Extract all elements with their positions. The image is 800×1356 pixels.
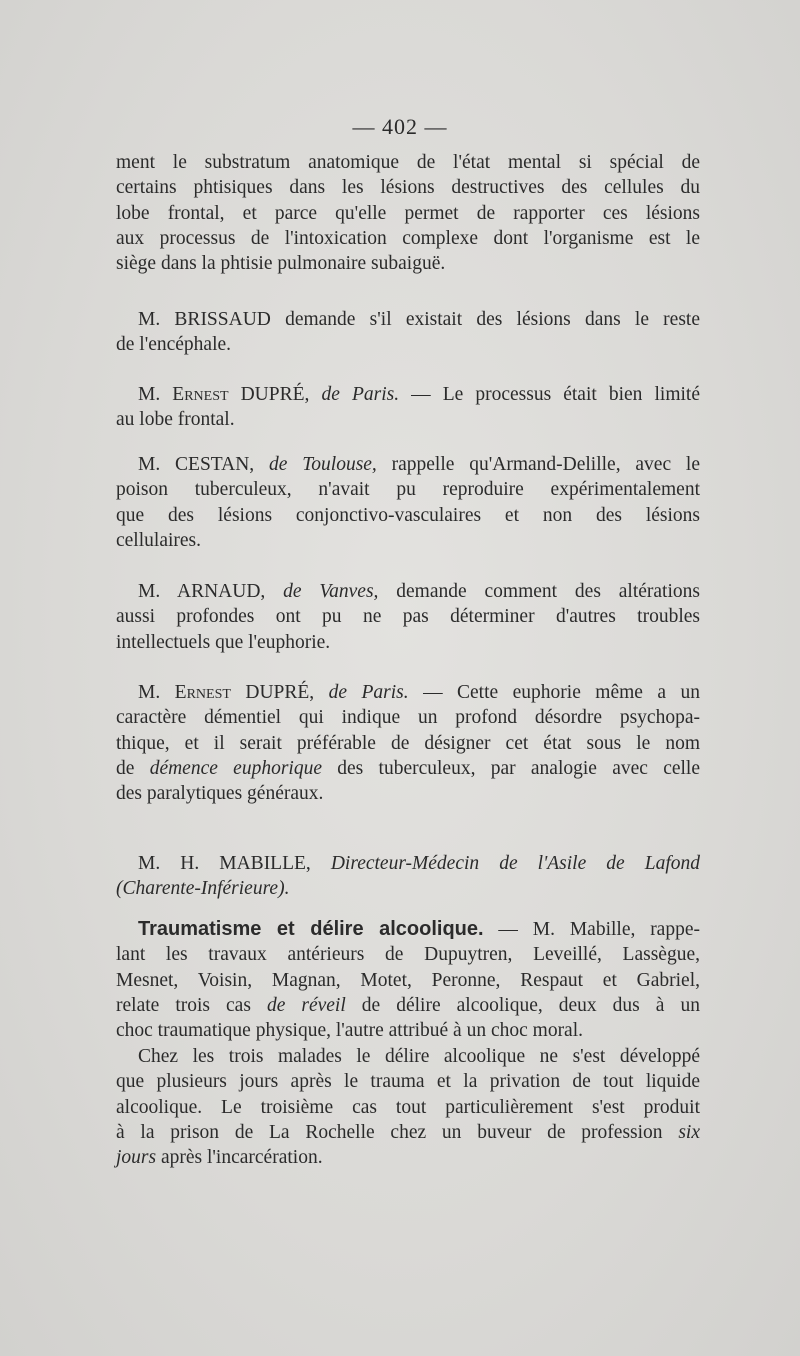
- text-line: aux processus de l'intoxication complexe dont l'organisme est le: [116, 227, 700, 249]
- speaker-name: M. CESTAN,: [138, 454, 269, 475]
- speaker-firstname: Ernest: [174, 682, 231, 703]
- emphasis: jours: [116, 1147, 157, 1169]
- text-line: des paralytiques généraux.: [116, 783, 324, 805]
- speaker-name: M. ARNAUD,: [138, 581, 284, 602]
- text-fragment: — M. Mabille, rappe-: [483, 919, 700, 940]
- text-fragment: — Le processus était bien limité: [399, 384, 700, 405]
- speaker-name: M. H. MABILLE,: [138, 853, 331, 874]
- text-line: cellulaires.: [116, 529, 201, 551]
- speaker-title: Directeur-Médecin de l'Asile de Lafond: [330, 853, 700, 874]
- text-line: [116, 1145, 700, 1170]
- text-line: certains phtisiques dans les lésions destructives des cellules du: [116, 177, 700, 199]
- text-line: siège dans la phtisie pulmonaire subaiguë.: [116, 253, 446, 275]
- text-line: [116, 382, 700, 407]
- speaker-title: (Charente-Inférieure).: [116, 878, 290, 900]
- text-fragment: demande comment des altérations: [378, 581, 700, 602]
- speaker-place: de Vanves,: [283, 581, 379, 602]
- text-fragment: de délire alcoolique, deux dus à un: [345, 994, 700, 1016]
- text-line: M. BRISSAUD demande s'il existait des lésions dans le reste: [138, 309, 700, 330]
- speaker-place: de Paris.: [328, 682, 409, 703]
- text-line: [116, 851, 700, 876]
- section-heading: Traumatisme et délire alcoolique.: [138, 918, 484, 940]
- text-line: alcoolique. Le troisième cas tout particulièrement s'est produit: [116, 1096, 700, 1118]
- text-line: aussi profondes ont pu ne pas déterminer d'autres troubles: [116, 606, 700, 628]
- text-line: [116, 993, 700, 1018]
- text-line: [116, 452, 700, 477]
- paragraph-brissaud: [116, 307, 700, 358]
- paragraph-arnaud: [116, 579, 700, 655]
- text-line: [116, 579, 700, 604]
- text-fragment: des tuberculeux, par analogie avec celle: [321, 757, 700, 779]
- text-fragment: relate trois cas: [116, 994, 267, 1016]
- text-line: ment le substratum anatomique de l'état mental si spécial de: [116, 152, 700, 173]
- paragraph-dupre-2: [116, 680, 700, 806]
- text-fragment: — Cette euphorie même a un: [408, 682, 700, 703]
- text-line: caractère démentiel qui indique un profond désordre psychopa-: [116, 707, 700, 729]
- text-line: que plusieurs jours après le trauma et la privation de tout liquide: [116, 1071, 700, 1093]
- text-line: thique, et il serait préférable de désigner cet état sous le nom: [116, 732, 700, 754]
- emphasis: de réveil: [266, 994, 346, 1016]
- text-fragment: après l'incarcération.: [156, 1147, 323, 1169]
- text-line: de l'encéphale.: [116, 334, 232, 356]
- speaker-prefix: M.: [138, 384, 173, 405]
- paragraph-dupre-1: [116, 382, 700, 433]
- text-line: choc traumatique physique, l'autre attribué à un choc moral.: [116, 1020, 584, 1042]
- text-line: [116, 756, 700, 781]
- speaker-place: de Toulouse,: [269, 454, 377, 475]
- paragraph-cestan: [116, 452, 700, 553]
- speaker-prefix: M.: [138, 682, 175, 703]
- text-line: [116, 1120, 700, 1145]
- text-fragment: à la prison de La Rochelle chez un buveur de profession: [116, 1121, 679, 1143]
- emphasis: démence euphorique: [149, 757, 322, 779]
- emphasis: six: [678, 1121, 700, 1143]
- speaker-name: DUPRÉ,: [230, 682, 329, 703]
- text-line: [116, 917, 700, 942]
- speaker-name: DUPRÉ,: [228, 384, 322, 405]
- speaker-firstname: Ernest: [172, 384, 229, 405]
- paragraph-chez-les-trois: [116, 1044, 700, 1170]
- text-line: Mesnet, Voisin, Magnan, Motet, Peronne, Respaut et Gabriel,: [116, 969, 700, 991]
- text-fragment: rappelle qu'Armand-Delille, avec le: [376, 454, 700, 475]
- text-line: [116, 876, 700, 901]
- text-line: que des lésions conjonctivo-vasculaires et non des lésions: [116, 504, 700, 526]
- paragraph-traumatisme: [116, 917, 700, 1043]
- paragraph-mabille-header: [116, 851, 700, 902]
- text-line: lobe frontal, et parce qu'elle permet de rapporter ces lésions: [116, 202, 700, 224]
- text-line: poison tuberculeux, n'avait pu reproduire expérimentalement: [116, 479, 700, 501]
- text-line: Chez les trois malades le délire alcoolique ne s'est développé: [138, 1046, 700, 1067]
- page-number: — 402 —: [352, 114, 448, 139]
- text-line: lant les travaux antérieurs de Dupuytren, Leveillé, Lassègue,: [116, 944, 700, 966]
- text-line: au lobe frontal.: [116, 409, 235, 431]
- text-line: intellectuels que l'euphorie.: [116, 631, 331, 653]
- paragraph-continuation: [116, 150, 700, 276]
- text-line: [116, 680, 700, 705]
- text-fragment: de: [116, 757, 150, 779]
- speaker-place: de Paris.: [321, 384, 400, 405]
